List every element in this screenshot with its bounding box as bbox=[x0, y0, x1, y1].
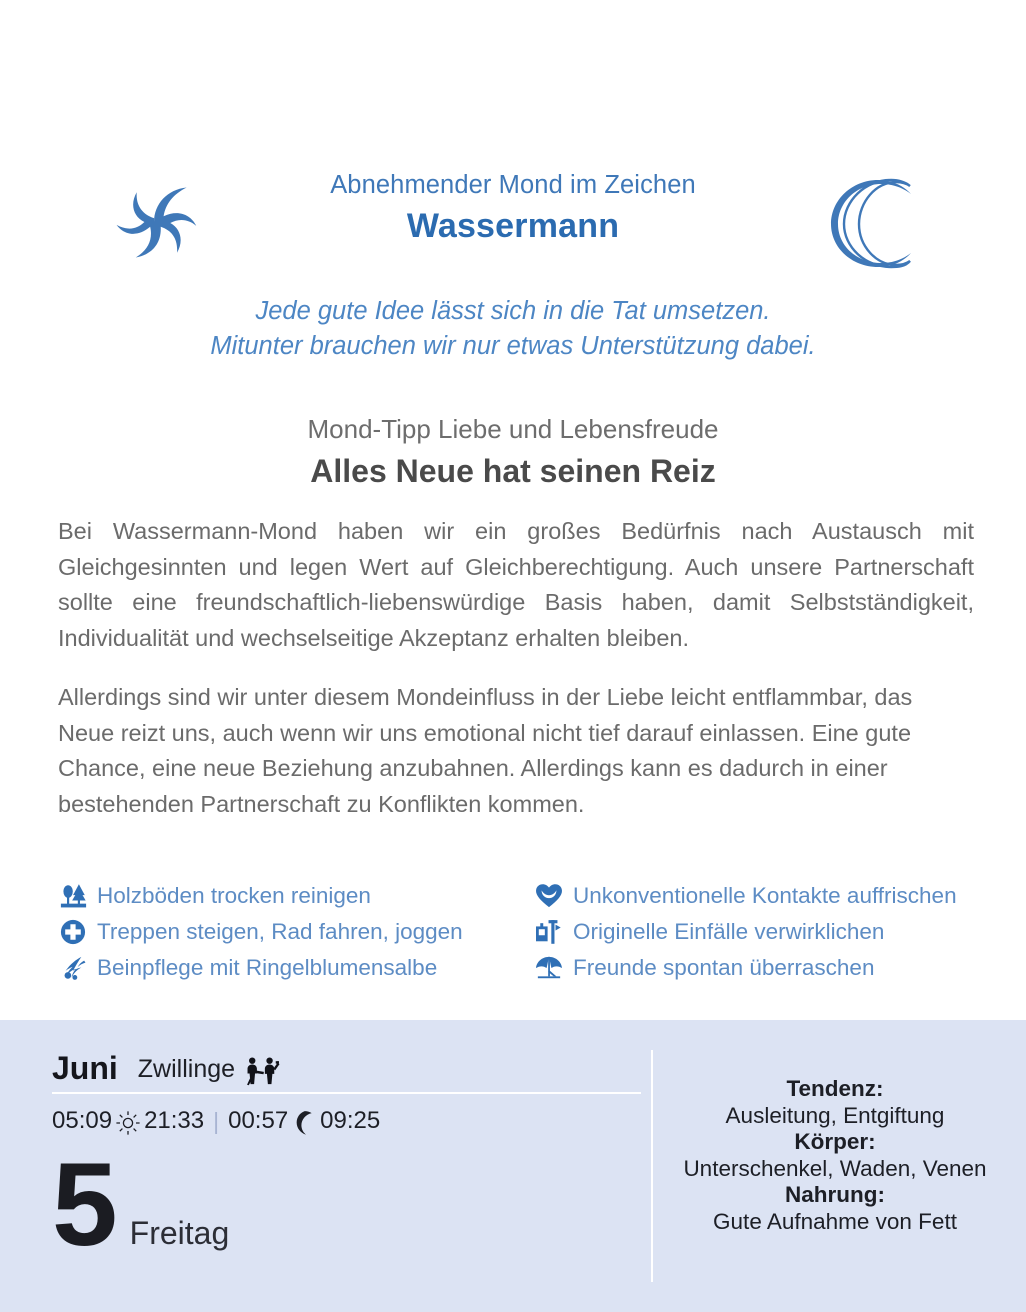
tip-heading bbox=[60, 412, 966, 492]
moon-crescent-icon bbox=[291, 1110, 317, 1136]
moon-header bbox=[0, 168, 1026, 278]
tip-label: Unkonventionelle Kontakte auffrischen bbox=[573, 882, 957, 908]
calendar-zodiac-sign: Zwillinge bbox=[137, 1055, 236, 1083]
list-item bbox=[532, 914, 984, 949]
health-cross-icon bbox=[56, 917, 90, 947]
info-label-nahrung: Nahrung: bbox=[785, 1182, 885, 1207]
flower-icon bbox=[56, 953, 90, 983]
sun-icon bbox=[115, 1110, 141, 1136]
calendar-date-block bbox=[52, 1046, 642, 1271]
calendar-day-wrap bbox=[52, 1139, 642, 1271]
moon-sign: Wassermann bbox=[406, 207, 620, 245]
aquarius-spiral-icon bbox=[106, 174, 202, 270]
tip-label: Originelle Einfälle verwirklichen bbox=[573, 918, 885, 944]
tip-paragraph-2: Allerdings sind wir unter diesem Mondeinfluss in der Liebe leicht entflammbar, das Neue reizt uns, auch wenn wir uns emotional nicht tief darauf einlassen. Eine gute Chance, eine neue Beziehung anzubahnen. Allerdings kann es dadurch in einer bestehenden Partnerschaft zu Konflikten kommen. bbox=[58, 684, 913, 817]
list-item bbox=[56, 878, 508, 913]
tips-column-right bbox=[532, 878, 984, 986]
times-separator: | bbox=[213, 1108, 220, 1134]
list-item bbox=[56, 914, 508, 949]
heart-icon bbox=[532, 881, 566, 911]
info-value-tendenz: Ausleitung, Entgiftung bbox=[725, 1102, 945, 1128]
calendar-month: Juni bbox=[52, 1050, 118, 1086]
moon-phase-label: Abnehmender Mond im Zeichen bbox=[330, 171, 696, 199]
tips-column-left bbox=[56, 878, 508, 986]
list-item bbox=[532, 950, 984, 985]
tip-label: Beinpflege mit Ringelblumensalbe bbox=[97, 954, 438, 980]
parasol-icon bbox=[532, 953, 566, 983]
calendar-divider-rule bbox=[52, 1092, 641, 1094]
tip-paragraph-1: Bei Wassermann-Mond haben wir ein großes Bedürfnis nach Austausch mit Gleichgesinnten und legen Wert auf Gleichberechtigung. Auch unsere Partnerschaft sollte eine freundschaftlich-liebenswürdige Basis haben, damit Selbstständigkeit, Individualität und wechselseitige Akzeptanz erhalten bleiben. bbox=[58, 518, 974, 651]
info-value-nahrung: Gute Aufnahme von Fett bbox=[713, 1208, 957, 1234]
gemini-twins-icon bbox=[244, 1056, 282, 1086]
tips-section bbox=[56, 878, 986, 986]
calendar-month-line bbox=[52, 1046, 642, 1086]
trees-icon bbox=[56, 881, 90, 911]
info-label-tendenz: Tendenz: bbox=[786, 1076, 884, 1101]
tip-label: Treppen steigen, Rad fahren, joggen bbox=[97, 918, 463, 944]
calendar-day-name: Freitag bbox=[129, 1215, 230, 1251]
info-value-koerper: Unterschenkel, Waden, Venen bbox=[683, 1155, 987, 1181]
moon-header-text bbox=[210, 168, 816, 248]
sunrise-time: 05:09 bbox=[52, 1107, 113, 1134]
motto-line-2: Mitunter brauchen wir nur etwas Unterstützung dabei. bbox=[210, 331, 816, 360]
calendar-day-number: 5 bbox=[52, 1139, 116, 1271]
tip-label: Holzböden trocken reinigen bbox=[97, 882, 371, 908]
sunset-time: 21:33 bbox=[144, 1107, 205, 1134]
calendar-panel bbox=[0, 1020, 1026, 1312]
list-item bbox=[532, 878, 984, 913]
calendar-vertical-divider bbox=[651, 1050, 653, 1282]
moonset-time: 09:25 bbox=[320, 1107, 381, 1134]
calendar-times bbox=[52, 1105, 642, 1137]
tip-label: Freunde spontan überraschen bbox=[573, 954, 875, 980]
tip-title: Alles Neue hat seinen Reiz bbox=[310, 453, 716, 489]
moon-motto bbox=[60, 294, 966, 363]
calendar-info-block bbox=[665, 1076, 1005, 1235]
info-label-koerper: Körper: bbox=[794, 1129, 876, 1154]
waning-crescent-moon-icon bbox=[822, 176, 926, 270]
tools-icon bbox=[532, 917, 566, 947]
moonrise-time: 00:57 bbox=[228, 1107, 289, 1134]
list-item bbox=[56, 950, 508, 985]
tip-kicker: Mond-Tipp Liebe und Lebensfreude bbox=[307, 414, 719, 444]
tip-body bbox=[58, 514, 974, 822]
motto-line-1: Jede gute Idee lässt sich in die Tat umsetzen. bbox=[255, 297, 771, 325]
